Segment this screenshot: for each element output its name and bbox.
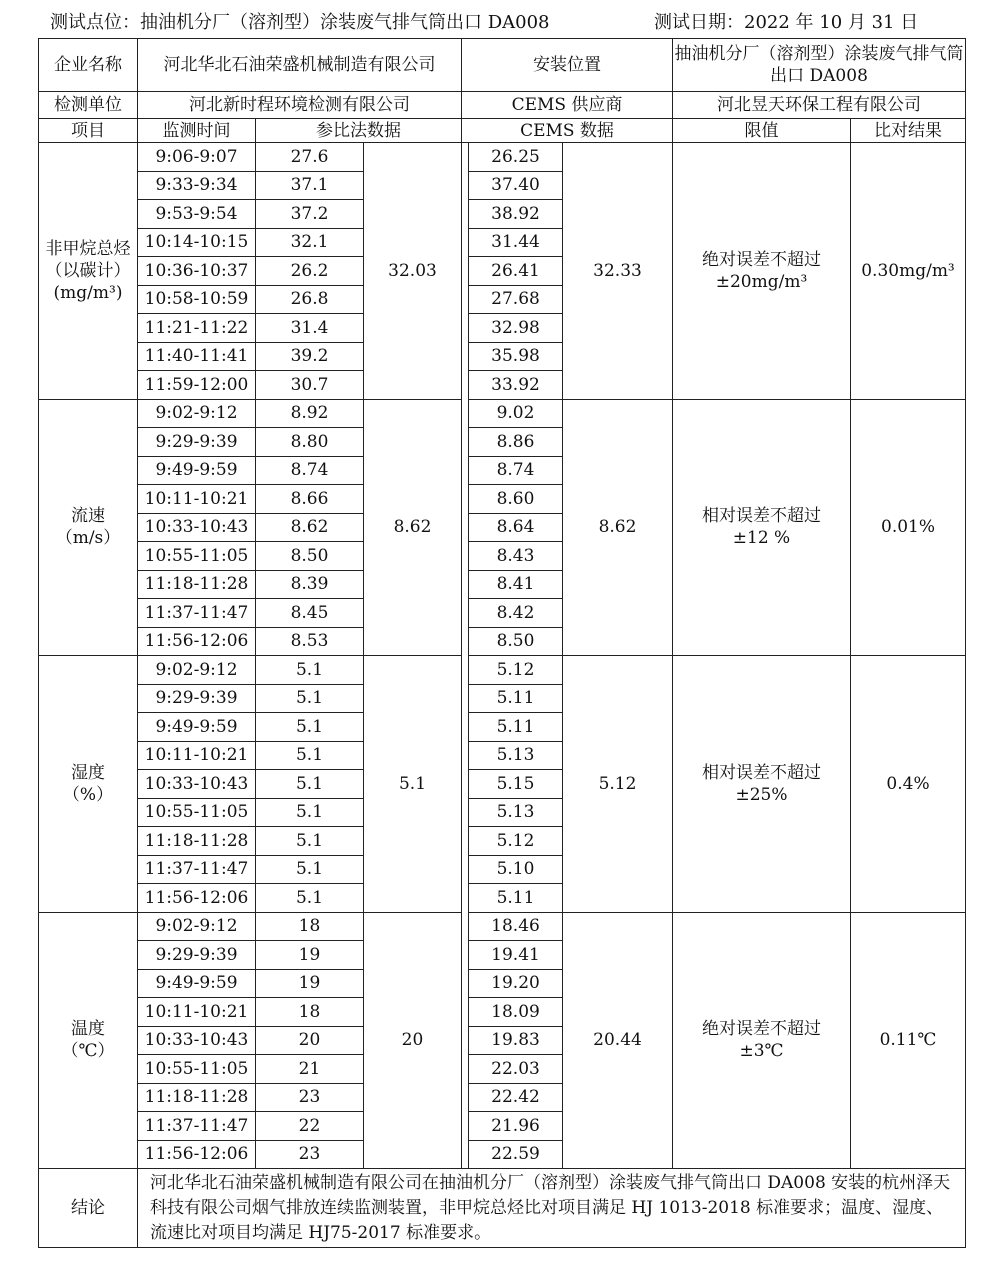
item-name [39,399,138,656]
cems-value: 5.12 [469,827,563,856]
limit-line: ±12 % [732,528,791,549]
comparison-result: 0.4% [851,656,966,913]
limit-value [673,399,851,656]
ref-value: 18 [256,912,364,941]
test-date [654,8,918,38]
ref-value: 20 [256,1026,364,1055]
cems-value: 19.83 [469,1026,563,1055]
cems-value: 8.42 [469,599,563,628]
monitor-time: 11:18-11:28 [138,1083,256,1112]
cems-value: 5.15 [469,770,563,799]
comparison-table [38,38,966,1248]
cems-value: 37.40 [469,171,563,200]
test-location [50,8,550,38]
cems-value: 19.41 [469,941,563,970]
cems-value: 5.13 [469,741,563,770]
conclusion-row [39,1169,966,1248]
limit-line: 绝对误差不超过 [702,1019,821,1040]
monitor-time: 11:37-11:47 [138,1112,256,1141]
ref-value: 8.66 [256,485,364,514]
comparison-result: 0.01% [851,399,966,656]
item-name-line: 温度 [71,1019,105,1040]
ref-value: 37.1 [256,171,364,200]
item-name [39,143,138,400]
monitor-time: 9:06-9:07 [138,143,256,172]
company-name: 河北华北石油荣盛机械制造有限公司 [138,39,462,92]
monitor-time: 9:02-9:12 [138,656,256,685]
ref-value: 26.2 [256,257,364,286]
cems-average: 20.44 [563,912,673,1169]
item-name-line: （m/s） [55,528,121,549]
monitor-time: 10:33-10:43 [138,770,256,799]
ref-value: 8.62 [256,513,364,542]
ref-value: 32.1 [256,228,364,257]
ref-value: 8.74 [256,456,364,485]
table-row [39,912,966,941]
monitor-time: 9:53-9:54 [138,200,256,229]
monitor-time: 10:11-10:21 [138,741,256,770]
col-time: 监测时间 [138,119,256,143]
ref-value: 19 [256,941,364,970]
cems-value: 5.11 [469,684,563,713]
ref-value: 39.2 [256,342,364,371]
ref-value: 21 [256,1055,364,1084]
monitor-time: 9:02-9:12 [138,399,256,428]
ref-value: 5.1 [256,798,364,827]
ref-value: 5.1 [256,713,364,742]
limit-line: 绝对误差不超过 [702,249,821,270]
ref-value: 30.7 [256,371,364,400]
limit-line: ±3℃ [739,1041,784,1062]
table-row [39,656,966,685]
cems-value: 21.96 [469,1112,563,1141]
monitor-time: 11:56-12:06 [138,884,256,913]
col-ref: 参比法数据 [256,119,462,143]
column-gap [462,399,469,656]
cems-value: 8.64 [469,513,563,542]
cems-average: 5.12 [563,656,673,913]
column-gap [462,912,469,1169]
supplier-name: 河北昱天环保工程有限公司 [673,92,966,119]
report-header [38,8,968,38]
ref-value: 22 [256,1112,364,1141]
ref-value: 5.1 [256,741,364,770]
col-cems: CEMS 数据 [462,119,673,143]
cems-value: 31.44 [469,228,563,257]
table-row [39,399,966,428]
monitor-time: 9:29-9:39 [138,941,256,970]
limit-line: 相对误差不超过 [702,506,821,527]
conclusion-label: 结论 [39,1169,138,1248]
item-name-line: （以碳计） [45,260,131,281]
monitor-time: 9:49-9:59 [138,713,256,742]
table-row [39,143,966,172]
cems-value: 8.60 [469,485,563,514]
col-item: 项目 [39,119,138,143]
monitor-time: 11:59-12:00 [138,371,256,400]
comparison-result: 0.11℃ [851,912,966,1169]
limit-value [673,656,851,913]
monitor-time: 9:33-9:34 [138,171,256,200]
item-name-line: 湿度 [71,762,105,783]
monitor-time: 10:58-10:59 [138,285,256,314]
limit-value [673,912,851,1169]
company-label: 企业名称 [39,39,138,92]
cems-average: 8.62 [563,399,673,656]
item-name [39,912,138,1169]
cems-value: 18.09 [469,998,563,1027]
monitor-time: 10:33-10:43 [138,1026,256,1055]
supplier-label: CEMS 供应商 [462,92,673,119]
cems-value: 9.02 [469,399,563,428]
cems-value: 18.46 [469,912,563,941]
monitor-time: 10:33-10:43 [138,513,256,542]
column-gap [462,656,469,913]
cems-value: 8.41 [469,570,563,599]
monitor-time: 11:37-11:47 [138,599,256,628]
ref-average: 5.1 [364,656,462,913]
cems-average: 32.33 [563,143,673,400]
ref-value: 5.1 [256,770,364,799]
test-location-value: 抽油机分厂（溶剂型）涂装废气排气筒出口 DA008 [140,12,550,33]
monitor-time: 9:49-9:59 [138,969,256,998]
test-unit-name: 河北新时程环境检测有限公司 [138,92,462,119]
cems-value: 5.10 [469,855,563,884]
cems-value: 22.42 [469,1083,563,1112]
col-result: 比对结果 [851,119,966,143]
ref-value: 8.92 [256,399,364,428]
cems-value: 5.13 [469,798,563,827]
item-name-line: （℃） [61,1041,115,1062]
test-date-label: 测试日期： [654,12,744,33]
cems-value: 32.98 [469,314,563,343]
monitor-time: 9:02-9:12 [138,912,256,941]
limit-line: ±20mg/m³ [715,271,808,292]
ref-value: 31.4 [256,314,364,343]
monitor-time: 10:14-10:15 [138,228,256,257]
ref-value: 26.8 [256,285,364,314]
cems-value: 33.92 [469,371,563,400]
ref-value: 5.1 [256,855,364,884]
ref-value: 5.1 [256,656,364,685]
comparison-result: 0.30mg/m³ [851,143,966,400]
ref-value: 18 [256,998,364,1027]
ref-average: 32.03 [364,143,462,400]
cems-value: 8.50 [469,627,563,656]
test-date-value: 2022 年 10 月 31 日 [744,12,919,33]
cems-value: 38.92 [469,200,563,229]
cems-value: 5.11 [469,713,563,742]
monitor-time: 10:11-10:21 [138,998,256,1027]
monitor-time: 11:56-12:06 [138,627,256,656]
ref-average: 8.62 [364,399,462,656]
ref-value: 8.53 [256,627,364,656]
ref-value: 8.45 [256,599,364,628]
cems-value: 8.86 [469,428,563,457]
col-limit: 限值 [673,119,851,143]
ref-value: 5.1 [256,884,364,913]
item-name-line: 流速 [71,506,105,527]
monitor-time: 10:55-11:05 [138,542,256,571]
item-name-line: (mg/m³) [53,282,123,303]
ref-value: 27.6 [256,143,364,172]
cems-value: 26.25 [469,143,563,172]
ref-value: 5.1 [256,827,364,856]
ref-value: 8.39 [256,570,364,599]
item-name-line: （%） [62,784,114,805]
test-unit-label: 检测单位 [39,92,138,119]
ref-value: 37.2 [256,200,364,229]
ref-value: 23 [256,1140,364,1169]
cems-value: 35.98 [469,342,563,371]
monitor-time: 9:29-9:39 [138,428,256,457]
conclusion-text: 河北华北石油荣盛机械制造有限公司在抽油机分厂（溶剂型）涂装废气排气筒出口 DA008 安装的杭州泽天科技有限公司烟气排放连续监测装置，非甲烷总烃比对项目满足 HJ 1013-2018 标准要求；温度、湿度、流速比对项目均满足 HJ75-2017 标准要求。 [138,1169,966,1248]
limit-line: 相对误差不超过 [702,762,821,783]
monitor-time: 11:40-11:41 [138,342,256,371]
monitor-time: 10:36-10:37 [138,257,256,286]
cems-value: 22.59 [469,1140,563,1169]
monitor-time: 10:11-10:21 [138,485,256,514]
cems-value: 5.11 [469,884,563,913]
ref-value: 23 [256,1083,364,1112]
monitor-time: 11:18-11:28 [138,570,256,599]
monitor-time: 10:55-11:05 [138,798,256,827]
monitor-time: 11:56-12:06 [138,1140,256,1169]
item-name [39,656,138,913]
cems-value: 27.68 [469,285,563,314]
item-name-line: 非甲烷总烃 [45,238,131,259]
monitor-time: 11:18-11:28 [138,827,256,856]
ref-value: 8.80 [256,428,364,457]
ref-value: 8.50 [256,542,364,571]
cems-value: 26.41 [469,257,563,286]
cems-value: 19.20 [469,969,563,998]
limit-line: ±25% [735,784,788,805]
cems-value: 22.03 [469,1055,563,1084]
limit-value [673,143,851,400]
monitor-time: 9:29-9:39 [138,684,256,713]
ref-value: 19 [256,969,364,998]
monitor-time: 11:37-11:47 [138,855,256,884]
install-location: 抽油机分厂（溶剂型）涂装废气排气筒出口 DA008 [673,39,966,92]
column-gap [462,143,469,400]
ref-average: 20 [364,912,462,1169]
cems-value: 5.12 [469,656,563,685]
cems-value: 8.43 [469,542,563,571]
monitor-time: 9:49-9:59 [138,456,256,485]
test-location-label: 测试点位： [50,12,140,33]
install-label: 安装位置 [462,39,673,92]
monitor-time: 10:55-11:05 [138,1055,256,1084]
cems-value: 8.74 [469,456,563,485]
monitor-time: 11:21-11:22 [138,314,256,343]
ref-value: 5.1 [256,684,364,713]
